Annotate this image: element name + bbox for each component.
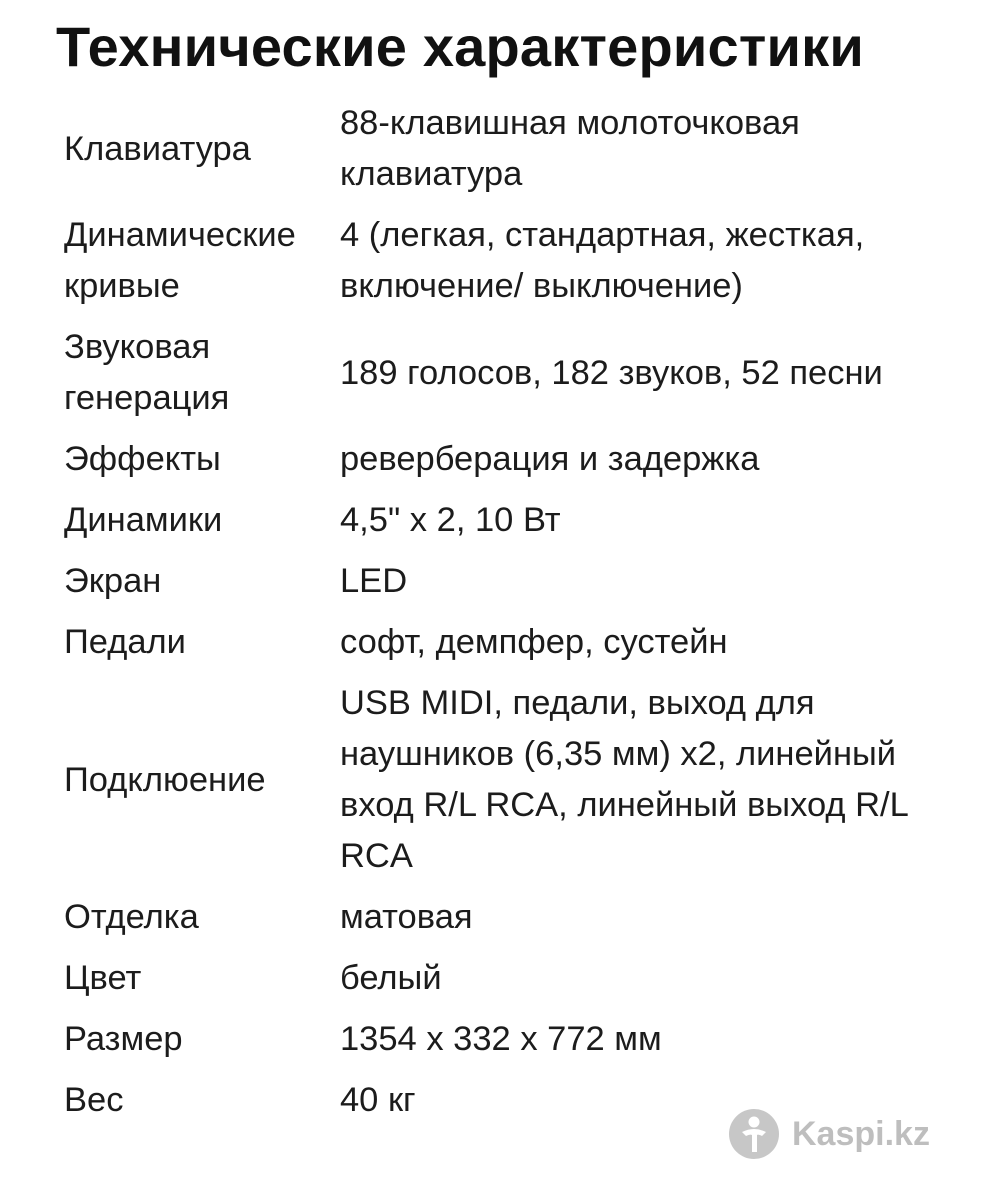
spec-table (64, 98, 944, 1136)
spec-row (64, 434, 944, 495)
spec-value: 40 кг (340, 1081, 416, 1119)
spec-row (64, 953, 944, 1014)
spec-value: LED (340, 562, 408, 600)
spec-label: Эффекты (64, 440, 221, 478)
spec-label: Подклюение (64, 760, 266, 799)
spec-value: софт, демпфер, сустейн (340, 623, 728, 661)
spec-label: Педали (64, 623, 186, 661)
spec-row (64, 210, 944, 322)
spec-label: Размер (64, 1020, 183, 1058)
spec-label: Динамические кривые (64, 216, 296, 305)
spec-label: Динамики (64, 501, 223, 539)
spec-row (64, 98, 944, 210)
spec-value: 88-клавишная молоточковая клавиатура (340, 104, 800, 193)
spec-value: белый (340, 959, 442, 997)
spec-value: USB MIDI, педали, выход для наушников (6,35 мм) х2, линейный вход R/L RCA, линейный выход R/L RCA (340, 684, 908, 875)
spec-row (64, 617, 944, 678)
spec-label: Клавиатура (64, 129, 251, 168)
spec-row (64, 556, 944, 617)
page-title: Технические характеристики (56, 15, 864, 78)
spec-value: 4 (легкая, стандартная, жесткая, включение/ выключение) (340, 216, 865, 305)
spec-value: матовая (340, 898, 473, 936)
spec-value: 189 голосов, 182 звуков, 52 песни (340, 353, 883, 392)
spec-row (64, 495, 944, 556)
watermark-text: Kaspi.kz (792, 1114, 930, 1153)
spec-label: Экран (64, 562, 162, 600)
spec-label: Отделка (64, 898, 199, 936)
spec-label: Цвет (64, 959, 142, 997)
spec-value: реверберация и задержка (340, 440, 760, 478)
kaspi-watermark (728, 1108, 930, 1160)
spec-row (64, 1014, 944, 1075)
spec-row (64, 678, 944, 892)
spec-value: 1354 х 332 х 772 мм (340, 1020, 662, 1058)
spec-label: Звуковая генерация (64, 328, 230, 417)
spec-value: 4,5" х 2, 10 Вт (340, 501, 561, 539)
spec-label: Вес (64, 1081, 124, 1119)
kaspi-logo-icon (728, 1108, 780, 1160)
spec-row (64, 322, 944, 434)
spec-row (64, 892, 944, 953)
